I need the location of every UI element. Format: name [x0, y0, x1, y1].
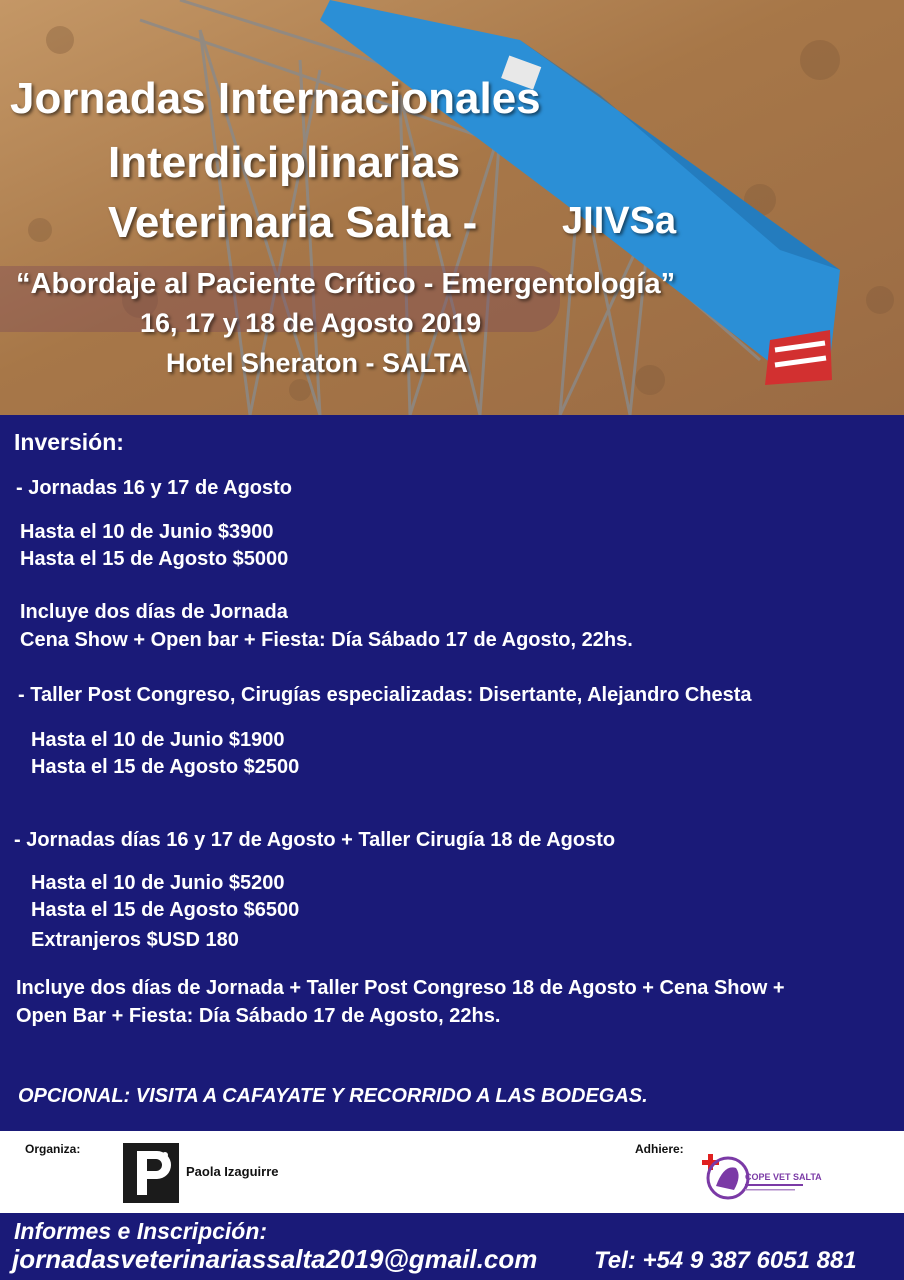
organizer-logo — [123, 1143, 179, 1203]
investment-heading: Inversión: — [14, 429, 124, 455]
info-label: Informes e Inscripción: — [14, 1218, 268, 1244]
organiza-label: Organiza: — [25, 1142, 81, 1156]
optional-tour: OPCIONAL: VISITA A CAFAYATE Y RECORRIDO A LAS BODEGAS. — [18, 1085, 648, 1107]
event-venue: Hotel Sheraton - SALTA — [166, 348, 468, 378]
contact-email[interactable]: jornadasveterinariassalta2019@gmail.com — [12, 1244, 538, 1274]
adhiere-label: Adhiere: — [635, 1142, 684, 1156]
title-line-2: Interdiciplinarias — [108, 138, 461, 187]
section1-title: - Jornadas 16 y 17 de Agosto — [16, 477, 293, 499]
sponsors-strip — [0, 1131, 904, 1213]
contact-footer — [0, 1213, 904, 1280]
contact-phone[interactable]: Tel: +54 9 387 6051 881 — [594, 1247, 857, 1274]
section3-includes-2: Open Bar + Fiesta: Día Sábado 17 de Agosto, 22hs. — [16, 1005, 501, 1027]
section3-price-2: Hasta el 15 de Agosto $6500 — [31, 899, 300, 921]
hero-banner — [0, 0, 904, 415]
cope-vet-salta-logo — [700, 1146, 822, 1206]
section3-title: - Jornadas días 16 y 17 de Agosto + Taller Cirugía 18 de Agosto — [14, 829, 616, 851]
section2-title: - Taller Post Congreso, Cirugías especializadas: Disertante, Alejandro Chesta — [18, 684, 752, 706]
section3-price-1: Hasta el 10 de Junio $5200 — [31, 872, 285, 894]
title-line-1: Jornadas Internacionales — [10, 74, 541, 123]
section3-includes-1: Incluye dos días de Jornada + Taller Post Congreso 18 de Agosto + Cena Show + — [16, 977, 785, 999]
event-dates: 16, 17 y 18 de Agosto 2019 — [140, 308, 482, 338]
event-subtitle: “Abordaje al Paciente Crítico - Emergentología” — [16, 268, 676, 300]
section1-price-2: Hasta el 15 de Agosto $5000 — [20, 548, 289, 570]
svg-text:COPE VET SALTA: COPE VET SALTA — [745, 1172, 822, 1182]
title-line-3: Veterinaria Salta - — [108, 198, 478, 247]
section1-includes-1: Incluye dos días de Jornada — [20, 601, 288, 623]
section2-price-2: Hasta el 15 de Agosto $2500 — [31, 756, 300, 778]
investment-section — [0, 415, 904, 1131]
section1-price-1: Hasta el 10 de Junio $3900 — [20, 521, 274, 543]
title-acronym: JIIVSa — [562, 200, 677, 242]
organizer-p-icon — [123, 1143, 179, 1203]
section1-includes-2: Cena Show + Open bar + Fiesta: Día Sábado 17 de Agosto, 22hs. — [20, 629, 633, 651]
organizer-name: Paola Izaguirre — [186, 1164, 279, 1179]
section3-price-3: Extranjeros $USD 180 — [31, 929, 239, 951]
section2-price-1: Hasta el 10 de Junio $1900 — [31, 729, 285, 751]
